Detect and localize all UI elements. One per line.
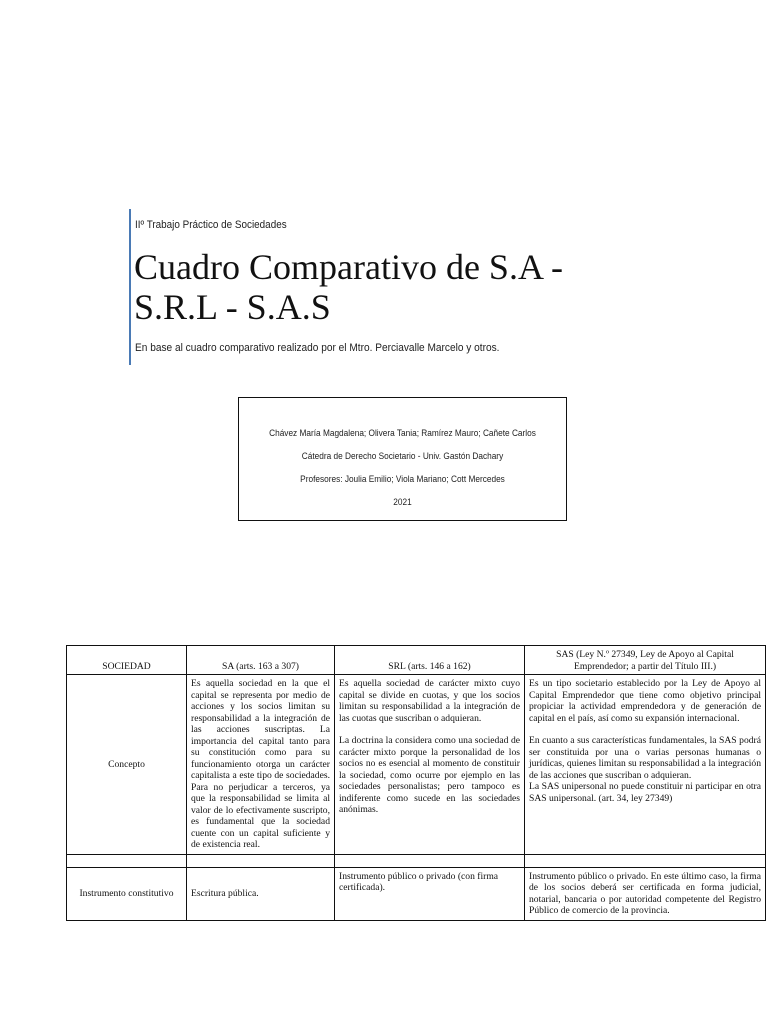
header-sas: SAS (Ley N.º 27349, Ley de Apoyo al Capital Emprendedor; a partir del Título III.) [525, 646, 766, 675]
header-sa: SA (arts. 163 a 307) [187, 646, 335, 675]
row-label-concepto: Concepto [67, 675, 187, 855]
authors-line: Chávez María Magdalena; Olivera Tania; Ramírez Mauro; Cañete Carlos [269, 428, 536, 438]
sas-concepto-p3: La SAS unipersonal no puede constituir ni participar en otra SAS unipersonal. (art. 34, ley 27349) [529, 781, 761, 804]
table-header-row [67, 646, 766, 675]
cell-sas-concepto [525, 675, 766, 855]
spacer-cell [335, 854, 525, 867]
sas-concepto-p1: Es un tipo societario establecido por la Ley de Apoyo al Capital Emprendedor que tiene como objetivo principal propiciar la actividad emprendedora y de generación de capital en el país, así como su expansión internacional. [529, 678, 761, 724]
sas-concepto-p2: En cuanto a sus características fundamentales, la SAS podrá ser constituida por una o varias personas humanas o jurídicas, quienes limitan su responsabilidad a la integración de las acciones que suscriban o adquieran. [529, 735, 761, 781]
cover-title: Cuadro Comparativo de S.A - S.R.L - S.A.S [134, 247, 563, 327]
year-line: 2021 [393, 497, 412, 507]
srl-concepto-p2: La doctrina la considera como una sociedad de carácter mixto porque la personalidad de los socios no es esencial al momento de constituir la sociedad, como ocurre por ejemplo en las sociedades personalistas; pero tampoco es indiferente como sucede en las sociedades anónimas. [339, 735, 520, 815]
spacer-cell [525, 854, 766, 867]
cell-sa-concepto: Es aquella sociedad en la que el capital se representa por medio de acciones y los socios limitan su responsabilidad a la integración de las acciones suscriptas. La importancia del capital tanto para su constitución como para su funcionamiento otorga un carácter capitalista a este tipo de sociedades. Para no perjudicar a terceros, ya que la responsabilidad se limita al valor de lo efectivamente suscripto, es fundamental que la sociedad cuente con un capital suficiente y de existencia real. [187, 675, 335, 855]
cell-srl-instrumento: Instrumento público o privado (con firma certificada). [335, 867, 525, 920]
table-row-concepto [67, 675, 766, 855]
comparison-table [66, 645, 766, 921]
table-spacer-row [67, 854, 766, 867]
cover-subtitle: IIº Trabajo Práctico de Sociedades [135, 219, 287, 231]
cover-accent-bar [129, 209, 131, 365]
srl-concepto-p1: Es aquella sociedad de carácter mixto cuyo capital se divide en cuotas, y que los socios limitan su responsabilidad a la integración de las cuotas que suscriban o adquieran. [339, 678, 520, 724]
cover-description: En base al cuadro comparativo realizado por el Mtro. Perciavalle Marcelo y otros. [135, 342, 500, 354]
spacer-cell [187, 854, 335, 867]
authors-box [238, 397, 567, 521]
header-sociedad: SOCIEDAD [67, 646, 187, 675]
cell-sas-instrumento: Instrumento público o privado. En este último caso, la firma de los socios deberá ser certificada en forma judicial, notarial, bancaria o por autoridad competente del Registro Público de comercio de la provincia. [525, 867, 766, 920]
table-row-instrumento [67, 867, 766, 920]
cell-sa-instrumento: Escritura pública. [187, 867, 335, 920]
cell-srl-concepto [335, 675, 525, 855]
spacer-cell [67, 854, 187, 867]
professors-line: Profesores: Joulia Emilio; Viola Mariano; Cott Mercedes [300, 474, 505, 484]
row-label-instrumento: Instrumento constitutivo [67, 867, 187, 920]
header-srl: SRL (arts. 146 a 162) [335, 646, 525, 675]
course-line: Cátedra de Derecho Societario - Univ. Gastón Dachary [301, 451, 504, 461]
